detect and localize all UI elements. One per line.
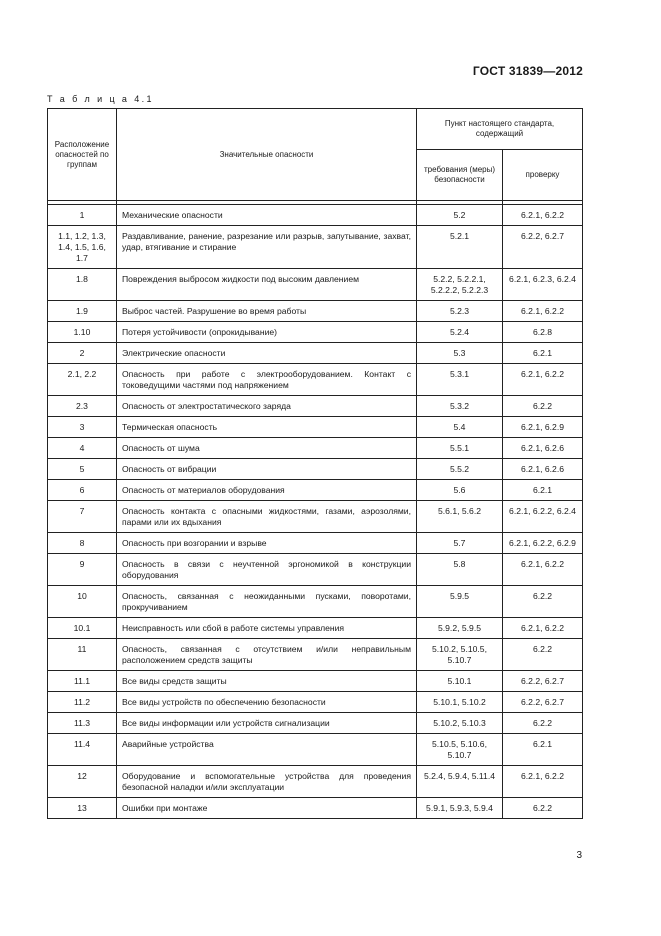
requirements-cell: 5.10.1 — [417, 671, 503, 692]
requirements-cell: 5.10.2, 5.10.5, 5.10.7 — [417, 639, 503, 671]
requirements-cell: 5.5.2 — [417, 459, 503, 480]
verification-cell: 6.2.2, 6.2.7 — [503, 671, 583, 692]
table-row — [48, 501, 583, 533]
requirements-cell: 5.5.1 — [417, 438, 503, 459]
requirements-cell: 5.9.5 — [417, 586, 503, 618]
table-row — [48, 438, 583, 459]
verification-cell: 6.2.2, 6.2.7 — [503, 226, 583, 269]
verification-cell: 6.2.2 — [503, 586, 583, 618]
group-cell: 11.1 — [48, 671, 117, 692]
verification-cell: 6.2.1 — [503, 343, 583, 364]
verification-cell: 6.2.1, 6.2.9 — [503, 417, 583, 438]
group-cell: 2 — [48, 343, 117, 364]
verification-cell: 6.2.1, 6.2.2 — [503, 205, 583, 226]
verification-cell: 6.2.1, 6.2.2, 6.2.4 — [503, 501, 583, 533]
table-row — [48, 269, 583, 301]
requirements-cell: 5.8 — [417, 554, 503, 586]
hazard-cell: Опасность при работе с электрооборудованием. Контакт с токоведущими частями под напряжением — [117, 364, 417, 396]
requirements-cell: 5.3.2 — [417, 396, 503, 417]
group-cell: 8 — [48, 533, 117, 554]
verification-cell: 6.2.1, 6.2.2 — [503, 301, 583, 322]
document-code: ГОСТ 31839—2012 — [472, 64, 583, 78]
hazard-cell: Опасность при возгорании и взрыве — [117, 533, 417, 554]
verification-cell: 6.2.8 — [503, 322, 583, 343]
hazard-cell: Потеря устойчивости (опрокидывание) — [117, 322, 417, 343]
requirements-cell: 5.2.2, 5.2.2.1, 5.2.2.2, 5.2.2.3 — [417, 269, 503, 301]
requirements-cell: 5.2.4 — [417, 322, 503, 343]
group-cell: 2.3 — [48, 396, 117, 417]
hazard-cell: Все виды информации или устройств сигнализации — [117, 713, 417, 734]
hazard-cell: Аварийные устройства — [117, 734, 417, 766]
requirements-cell: 5.10.1, 5.10.2 — [417, 692, 503, 713]
group-cell: 1.10 — [48, 322, 117, 343]
hazard-cell: Все виды средств защиты — [117, 671, 417, 692]
table-row — [48, 713, 583, 734]
requirements-cell: 5.4 — [417, 417, 503, 438]
table-body — [48, 205, 583, 819]
group-cell: 11.2 — [48, 692, 117, 713]
group-cell: 13 — [48, 798, 117, 819]
requirements-cell: 5.9.1, 5.9.3, 5.9.4 — [417, 798, 503, 819]
hazard-cell: Неисправность или сбой в работе системы управления — [117, 618, 417, 639]
requirements-cell: 5.6.1, 5.6.2 — [417, 501, 503, 533]
table-row — [48, 798, 583, 819]
group-cell: 1.1, 1.2, 1.3, 1.4, 1.5, 1.6, 1.7 — [48, 226, 117, 269]
table-row — [48, 734, 583, 766]
group-cell: 4 — [48, 438, 117, 459]
hazard-cell: Опасность от шума — [117, 438, 417, 459]
verification-cell: 6.2.1, 6.2.2 — [503, 766, 583, 798]
hazard-cell: Опасность от материалов оборудования — [117, 480, 417, 501]
verification-cell: 6.2.1, 6.2.6 — [503, 459, 583, 480]
hazard-cell: Оборудование и вспомогательные устройства для проведения безопасной наладки и/или эксплуатации — [117, 766, 417, 798]
table-row — [48, 396, 583, 417]
group-cell: 7 — [48, 501, 117, 533]
column-header-standard-clause: Пункт настоящего стандарта, содержащий — [417, 109, 583, 150]
verification-cell: 6.2.2 — [503, 396, 583, 417]
group-cell: 11.3 — [48, 713, 117, 734]
table-row — [48, 533, 583, 554]
verification-cell: 6.2.1, 6.2.2 — [503, 364, 583, 396]
verification-cell: 6.2.2 — [503, 713, 583, 734]
table-row — [48, 364, 583, 396]
group-cell: 5 — [48, 459, 117, 480]
hazard-cell: Раздавливание, ранение, разрезание или разрыв, запутывание, захват, удар, втягивание и стирание — [117, 226, 417, 269]
column-header-hazard: Значительные опасности — [117, 109, 417, 201]
table-row — [48, 301, 583, 322]
hazard-cell: Выброс частей. Разрушение во время работы — [117, 301, 417, 322]
group-cell: 10.1 — [48, 618, 117, 639]
hazard-cell: Опасность от электростатического заряда — [117, 396, 417, 417]
verification-cell: 6.2.1, 6.2.6 — [503, 438, 583, 459]
group-cell: 9 — [48, 554, 117, 586]
group-cell: 11 — [48, 639, 117, 671]
group-cell: 6 — [48, 480, 117, 501]
group-cell: 3 — [48, 417, 117, 438]
table-row — [48, 343, 583, 364]
verification-cell: 6.2.1, 6.2.2, 6.2.9 — [503, 533, 583, 554]
table-row — [48, 554, 583, 586]
table-row — [48, 459, 583, 480]
requirements-cell: 5.9.2, 5.9.5 — [417, 618, 503, 639]
table-row — [48, 586, 583, 618]
group-cell: 1.8 — [48, 269, 117, 301]
verification-cell: 6.2.2 — [503, 798, 583, 819]
hazard-cell: Ошибки при монтаже — [117, 798, 417, 819]
table-row — [48, 417, 583, 438]
hazard-cell: Термическая опасность — [117, 417, 417, 438]
verification-cell: 6.2.1 — [503, 480, 583, 501]
table-row — [48, 322, 583, 343]
hazard-cell: Электрические опасности — [117, 343, 417, 364]
table-row — [48, 671, 583, 692]
requirements-cell: 5.6 — [417, 480, 503, 501]
requirements-cell: 5.2.1 — [417, 226, 503, 269]
hazard-cell: Опасность контакта с опасными жидкостями, газами, аэрозолями, парами или их вдыхания — [117, 501, 417, 533]
group-cell: 12 — [48, 766, 117, 798]
requirements-cell: 5.2.3 — [417, 301, 503, 322]
table-row — [48, 618, 583, 639]
table-row — [48, 480, 583, 501]
hazard-cell: Опасность, связанная с неожиданными пусками, поворотами, прокручиванием — [117, 586, 417, 618]
requirements-cell: 5.10.5, 5.10.6, 5.10.7 — [417, 734, 503, 766]
hazard-cell: Опасность, связанная с отсутствием и/или неправильным расположением средств защиты — [117, 639, 417, 671]
column-header-group: Расположение опасностей по группам — [48, 109, 117, 201]
hazards-table — [47, 108, 583, 819]
hazard-cell: Опасность в связи с неучтенной эргономикой в конструкции оборудования — [117, 554, 417, 586]
verification-cell: 6.2.1, 6.2.2 — [503, 554, 583, 586]
table-row — [48, 639, 583, 671]
table-row — [48, 766, 583, 798]
column-header-requirements: требования (меры) безопасности — [417, 150, 503, 201]
table-row — [48, 692, 583, 713]
verification-cell: 6.2.2, 6.2.7 — [503, 692, 583, 713]
group-cell: 11.4 — [48, 734, 117, 766]
table-caption: Т а б л и ц а 4.1 — [47, 94, 154, 104]
verification-cell: 6.2.1 — [503, 734, 583, 766]
column-header-verification: проверку — [503, 150, 583, 201]
group-cell: 1.9 — [48, 301, 117, 322]
requirements-cell: 5.2 — [417, 205, 503, 226]
hazard-cell: Механические опасности — [117, 205, 417, 226]
hazard-cell: Повреждения выбросом жидкости под высоким давлением — [117, 269, 417, 301]
requirements-cell: 5.10.2, 5.10.3 — [417, 713, 503, 734]
requirements-cell: 5.7 — [417, 533, 503, 554]
table-row — [48, 226, 583, 269]
requirements-cell: 5.3.1 — [417, 364, 503, 396]
verification-cell: 6.2.1, 6.2.2 — [503, 618, 583, 639]
verification-cell: 6.2.2 — [503, 639, 583, 671]
group-cell: 1 — [48, 205, 117, 226]
requirements-cell: 5.3 — [417, 343, 503, 364]
verification-cell: 6.2.1, 6.2.3, 6.2.4 — [503, 269, 583, 301]
hazard-cell: Опасность от вибрации — [117, 459, 417, 480]
group-cell: 2.1, 2.2 — [48, 364, 117, 396]
group-cell: 10 — [48, 586, 117, 618]
hazard-cell: Все виды устройств по обеспечению безопасности — [117, 692, 417, 713]
requirements-cell: 5.2.4, 5.9.4, 5.11.4 — [417, 766, 503, 798]
page-number: 3 — [576, 850, 582, 861]
table-row — [48, 205, 583, 226]
